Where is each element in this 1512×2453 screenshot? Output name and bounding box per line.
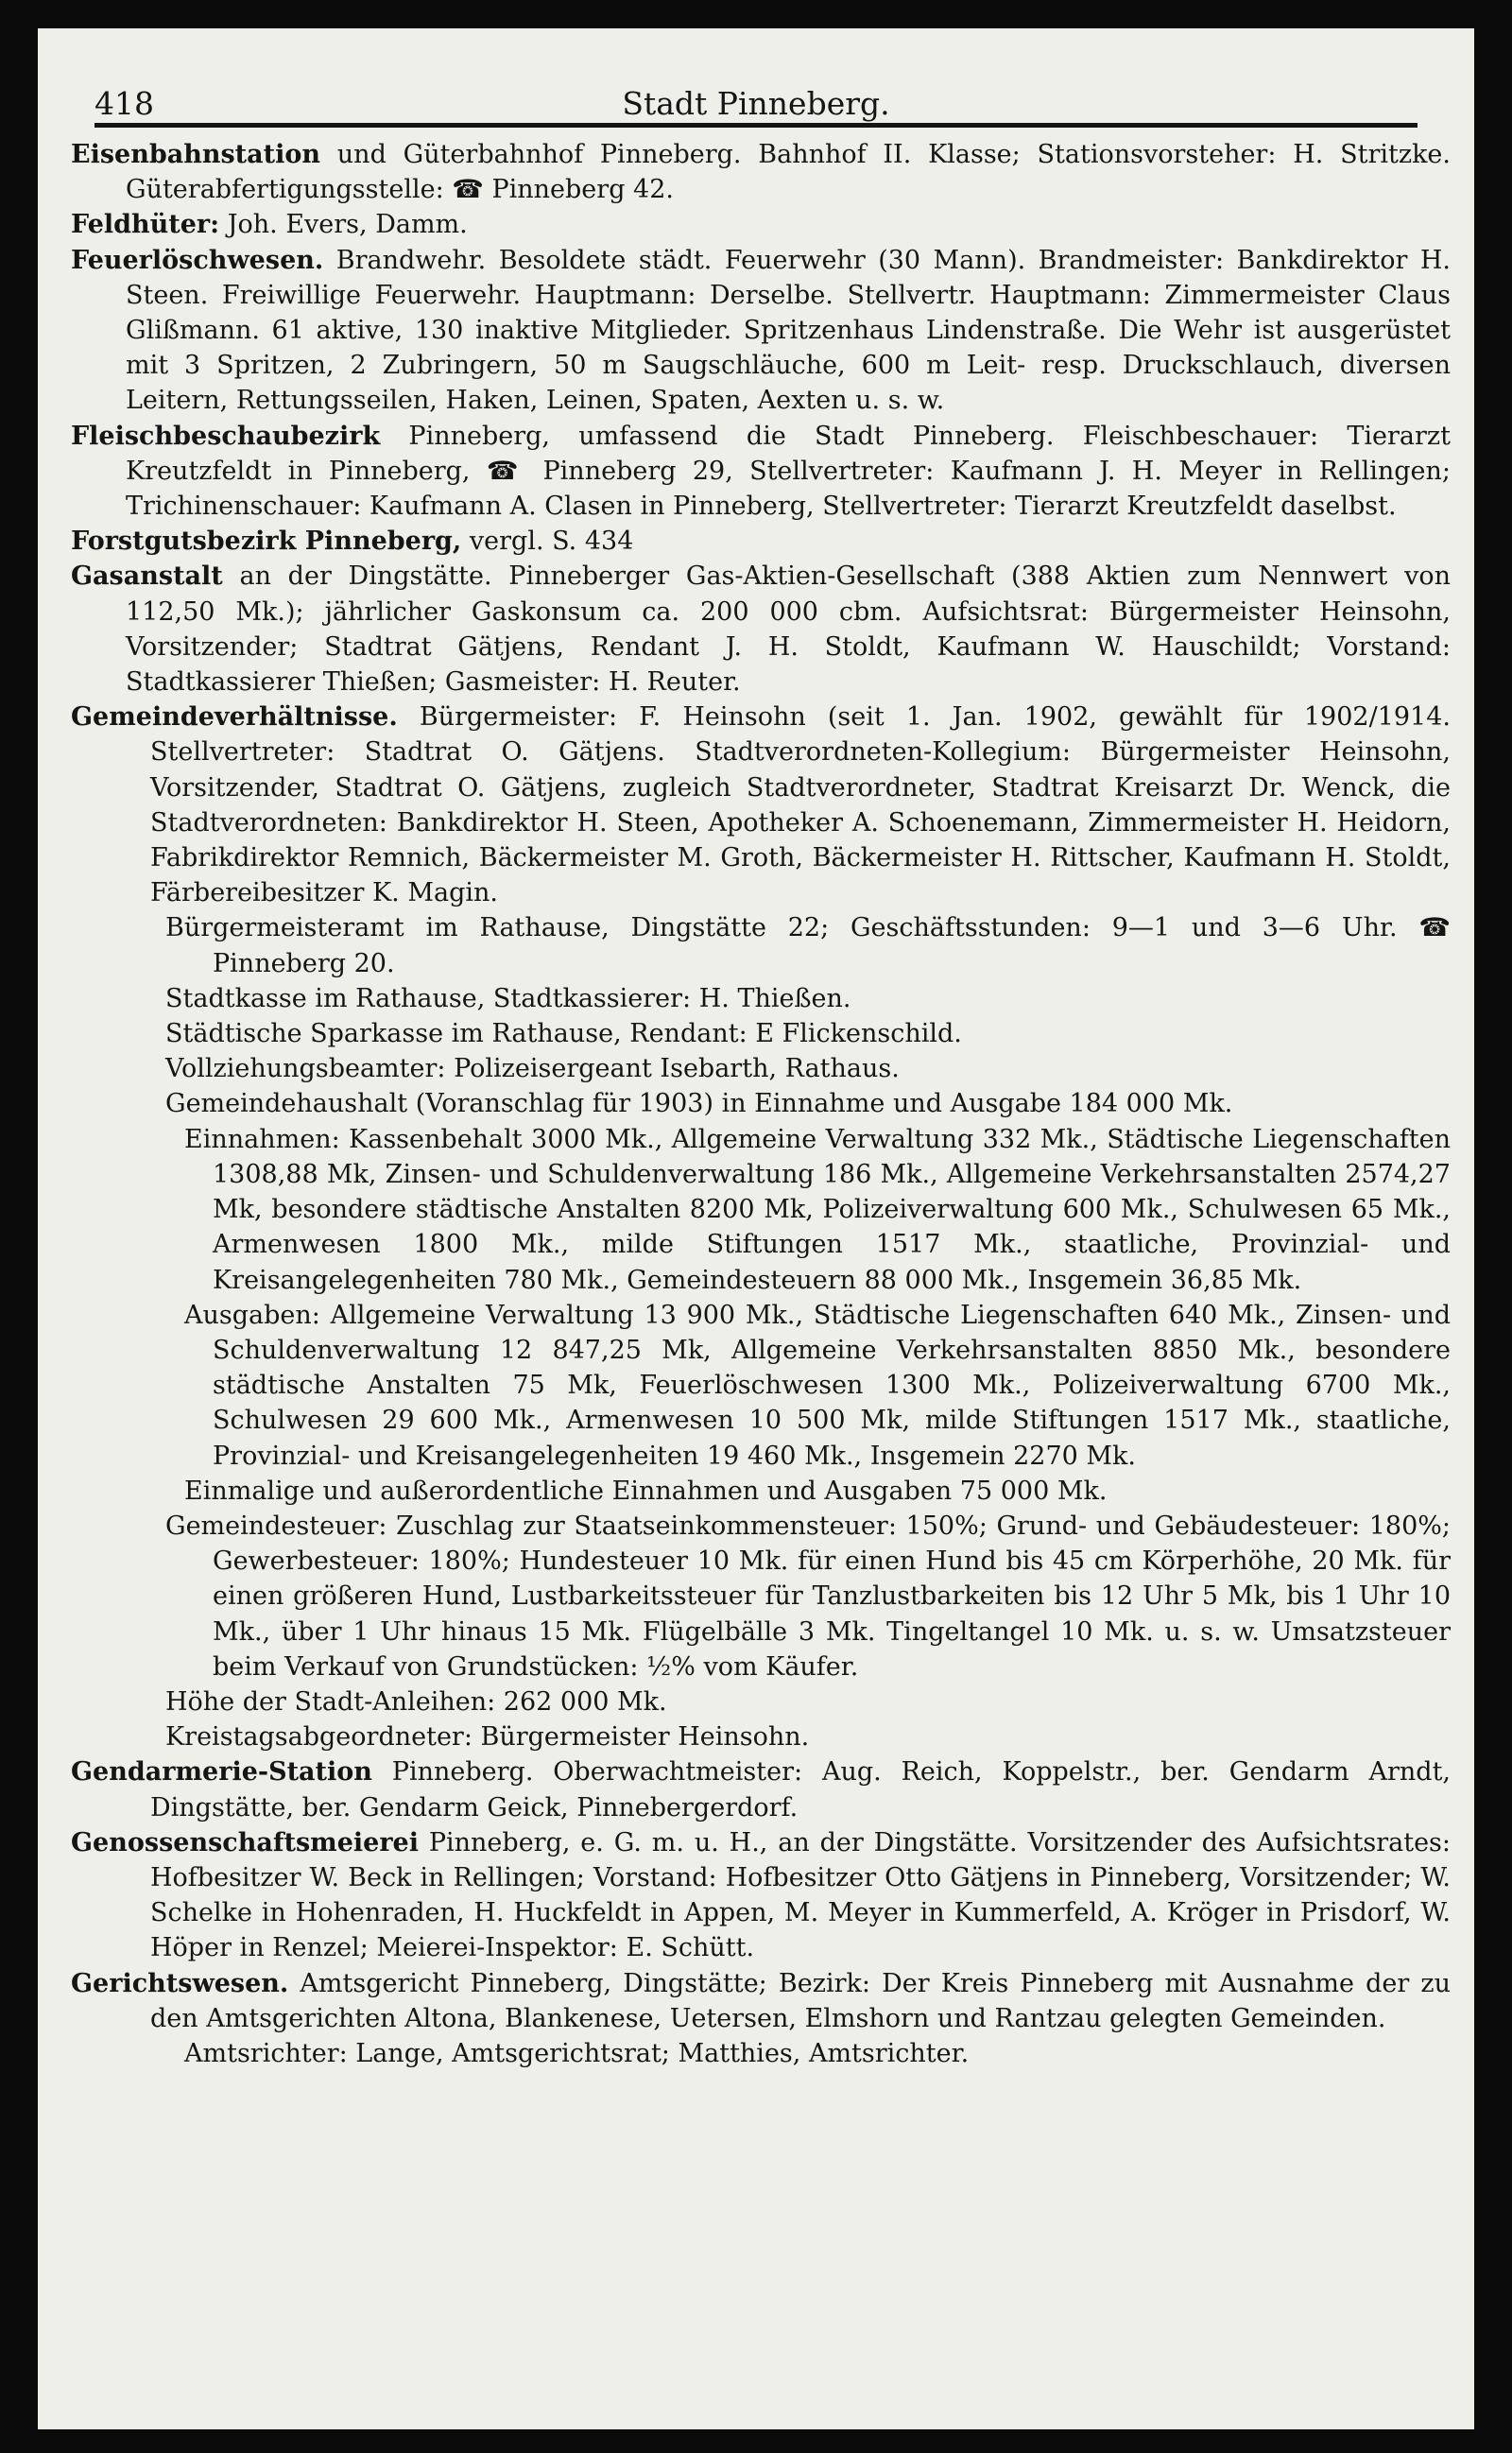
page-header bbox=[94, 85, 1418, 142]
sub-stadtanleihen: Höhe der Stadt-Anleihen: 262 000 Mk. bbox=[165, 1686, 667, 1717]
entry-keyword: Genossenschaftsmeierei bbox=[71, 1827, 419, 1857]
entry-text: Pinneberg, umfassend die Stadt Pinneberg. Fleischbeschauer: Tierarzt Kreutzfeldt in Pinneberg, ☎ Pinneberg 29, Stellvertreter: Kaufmann J. H. Meyer in Rellingen; Trichinenschauer: Kaufmann A. Clasen in Pinneberg, Stellvertreter: Tierarzt Kreutzfeldt daselbst. bbox=[126, 421, 1451, 522]
sub-gemeindesteuer: Gemeindesteuer: Zuschlag zur Staatseinkommensteuer: 150%; Grund- und Gebäudesteuer: 180%; Gewerbesteuer: 180%; Hundesteuer 10 Mk. für einen Hund bis 45 cm Körperhöhe, 20 Mk. für einen größeren Hund, Lustbarkeitssteuer für Tanzlustbarkeiten bis 12 Uhr 5 Mk, bis 1 Uhr 10 Mk., über 1 Uhr hinaus 15 Mk. Flügelbälle 3 Mk. Tingeltangel 10 Mk. u. s. w. Umsatzsteuer beim Verkauf von Grundstücken: ½% vom Käufer. bbox=[165, 1511, 1451, 1682]
entry-keyword: Gasanstalt bbox=[71, 561, 223, 592]
entry-text: vergl. S. 434 bbox=[461, 527, 634, 557]
entry-text: Bürgermeister: F. Heinsohn (seit 1. Jan. 1902, gewählt für 1902/1914. Stellvertreter: Stadtrat O. Gätjens. Stadtverordneten-Kollegium: Bürgermeister Heinsohn, Vorsitzender, Stadtrat O. Gätjens, zugleich Stadtverordneter, Stadtrat Kreisarzt Dr. Wenck, die Stadtverordneten: Bankdirektor H. Steen, Apotheker A. Schoenemann, Zimmermeister H. Heidorn, Fabrikdirektor Remnich, Bäckermeister M. Groth, Bäckermeister H. Rittscher, Kaufmann H. Stoldt, Färbereibesitzer K. Magin. bbox=[150, 702, 1451, 908]
entry-fleischbeschaubezirk bbox=[71, 419, 1451, 525]
sub-sparkasse: Städtische Sparkasse im Rathause, Rendant: E Flickenschild. bbox=[165, 1019, 962, 1049]
entry-gendarmerie bbox=[71, 1754, 1451, 1824]
sub-buergermeisteramt: Bürgermeisteramt im Rathause, Dingstätte 22; Geschäftsstunden: 9—1 und 3—6 Uhr. ☎ Pinneberg 20. bbox=[165, 913, 1451, 978]
entry-eisenbahnstation bbox=[71, 137, 1451, 207]
entry-gerichtswesen bbox=[71, 1966, 1451, 2036]
entry-text: Pinneberg, e. G. m. u. H., an der Dingstätte. Vorsitzender des Aufsichtsrates: Hofbesitzer W. Beck in Rellingen; Vorstand: Hofbesitzer Otto Gätjens in Pinneberg, Vorsitzender; W. Schelke in Hohenraden, H. Huckfeldt in Appen, M. Meyer in Kummerfeld, A. Kröger in Prisdorf, W. Höper in Renzel; Meierei-Inspektor: E. Schütt. bbox=[150, 1827, 1451, 1963]
entry-keyword: Feldhüter: bbox=[71, 210, 220, 240]
entry-text: Pinneberg. Oberwachtmeister: Aug. Reich, Koppelstr., ber. Gendarm Arndt, Dingstätte, ber. Gendarm Geick, Pinnebergerdorf. bbox=[150, 1757, 1451, 1822]
entry-genossenschaftsmeierei bbox=[71, 1825, 1451, 1966]
entry-keyword: Gerichtswesen. bbox=[71, 1968, 289, 1998]
sub-amtsrichter: Amtsrichter: Lange, Amtsgerichtsrat; Matthies, Amtsrichter. bbox=[184, 2038, 970, 2068]
sub-kreistagsabgeordneter: Kreistagsabgeordneter: Bürgermeister Heinsohn. bbox=[165, 1722, 810, 1753]
sub-stadtkasse: Stadtkasse im Rathause, Stadtkassierer: H. Thießen. bbox=[165, 983, 851, 1013]
entry-text: Joh. Evers, Damm. bbox=[219, 210, 468, 240]
entry-keyword: Forstgutsbezirk Pinneberg, bbox=[71, 527, 462, 557]
haushalt-einnahmen: Einnahmen: Kassenbehalt 3000 Mk., Allgemeine Verwaltung 332 Mk., Städtische Liegenschaften 1308,88 Mk, Zinsen- und Schuldenverwaltung 186 Mk., Allgemeine Verkehrsanstalten 2574,27 Mk, besondere städtische Anstalten 8200 Mk, Polizeiverwaltung 600 Mk., Schulwesen 65 Mk., Armenwesen 1800 Mk., milde Stiftungen 1517 Mk., staatliche, Provinzial- und Kreisangelegenheiten 780 Mk., Gemeindesteuern 88 000 Mk., Insgemein 36,85 Mk. bbox=[184, 1124, 1451, 1295]
entry-feuerloeschwesen bbox=[71, 243, 1451, 419]
entry-feldhueter bbox=[71, 207, 1451, 242]
entry-keyword: Feuerlöschwesen. bbox=[71, 245, 324, 275]
entry-gemeindeverhaeltnisse bbox=[71, 700, 1451, 910]
book-page bbox=[38, 28, 1474, 2429]
haushalt-ausgaben: Ausgaben: Allgemeine Verwaltung 13 900 Mk., Städtische Liegenschaften 640 Mk., Zinsen- und Schuldenverwaltung 12 847,25 Mk, Allgemeine Verkehrsanstalten 8850 Mk., besondere städtische Anstalten 75 Mk, Feuerlöschwesen 1300 Mk., Polizeiverwaltung 6700 Mk., Schulwesen 29 600 Mk., Armenwesen 10 500 Mk, milde Stiftungen 1517 Mk., staatliche, Provinzial- und Kreisangelegenheiten 19 460 Mk., Insgemein 2270 Mk. bbox=[184, 1300, 1451, 1471]
header-rule bbox=[94, 123, 1418, 128]
entry-keyword: Gendarmerie-Station bbox=[71, 1757, 372, 1788]
entry-keyword: Eisenbahnstation bbox=[71, 140, 321, 169]
entry-text: Amtsgericht Pinneberg, Dingstätte; Bezirk: Der Kreis Pinneberg mit Ausnahme der zu den Amtsgerichten Altona, Blankenese, Uetersen, Elmshorn und Rantzau gelegten Gemeinden. bbox=[150, 1968, 1451, 2033]
entry-text: und Güterbahnhof Pinneberg. Bahnhof II. Klasse; Stationsvorsteher: H. Stritzke. Güterabfertigungsstelle: ☎ Pinneberg 42. bbox=[126, 140, 1451, 205]
entry-text: Brandwehr. Besoldete städt. Feuerwehr (30 Mann). Brandmeister: Bankdirektor H. Steen. Freiwillige Feuerwehr. Hauptmann: Derselbe. Stellvertr. Hauptmann: Zimmermeister Claus Glißmann. 61 aktive, 130 inaktive Mitglieder. Spritzenhaus Lindenstraße. Die Wehr ist ausgerüstet mit 3 Spritzen, 2 Zubringern, 50 m Saugschläuche, 600 m Leit- resp. Druckschlauch, diversen Leitern, Rettungsseilen, Haken, Leinen, Spaten, Aexten u. s. w. bbox=[126, 245, 1451, 416]
entry-text: an der Dingstätte. Pinneberger Gas-Aktien-Gesellschaft (388 Aktien zum Nennwert von 112,50 Mk.); jährlicher Gaskonsum ca. 200 000 cbm. Aufsichtsrat: Bürgermeister Heinsohn, Vorsitzender; Stadtrat Gätjens, Rendant J. H. Stoldt, Kaufmann W. Hauschildt; Vorstand: Stadtkassierer Thießen; Gasmeister: H. Reuter. bbox=[126, 561, 1451, 698]
sub-gemeindehaushalt: Gemeindehaushalt (Voranschlag für 1903) in Einnahme und Ausgabe 184 000 Mk. bbox=[165, 1089, 1233, 1119]
haushalt-einmalige: Einmalige und außerordentliche Einnahmen und Ausgaben 75 000 Mk. bbox=[184, 1476, 1108, 1506]
entry-forstgutsbezirk bbox=[71, 524, 1451, 559]
entry-keyword: Gemeindeverhältnisse. bbox=[71, 702, 398, 733]
running-title: Stadt Pinneberg. bbox=[622, 85, 890, 122]
entry-keyword: Fleischbeschaubezirk bbox=[71, 421, 381, 451]
page-body bbox=[71, 137, 1451, 2071]
page-number: 418 bbox=[94, 85, 154, 122]
sub-vollziehungsbeamter: Vollziehungsbeamter: Polizeisergeant Isebarth, Rathaus. bbox=[165, 1054, 900, 1084]
entry-gasanstalt bbox=[71, 559, 1451, 700]
